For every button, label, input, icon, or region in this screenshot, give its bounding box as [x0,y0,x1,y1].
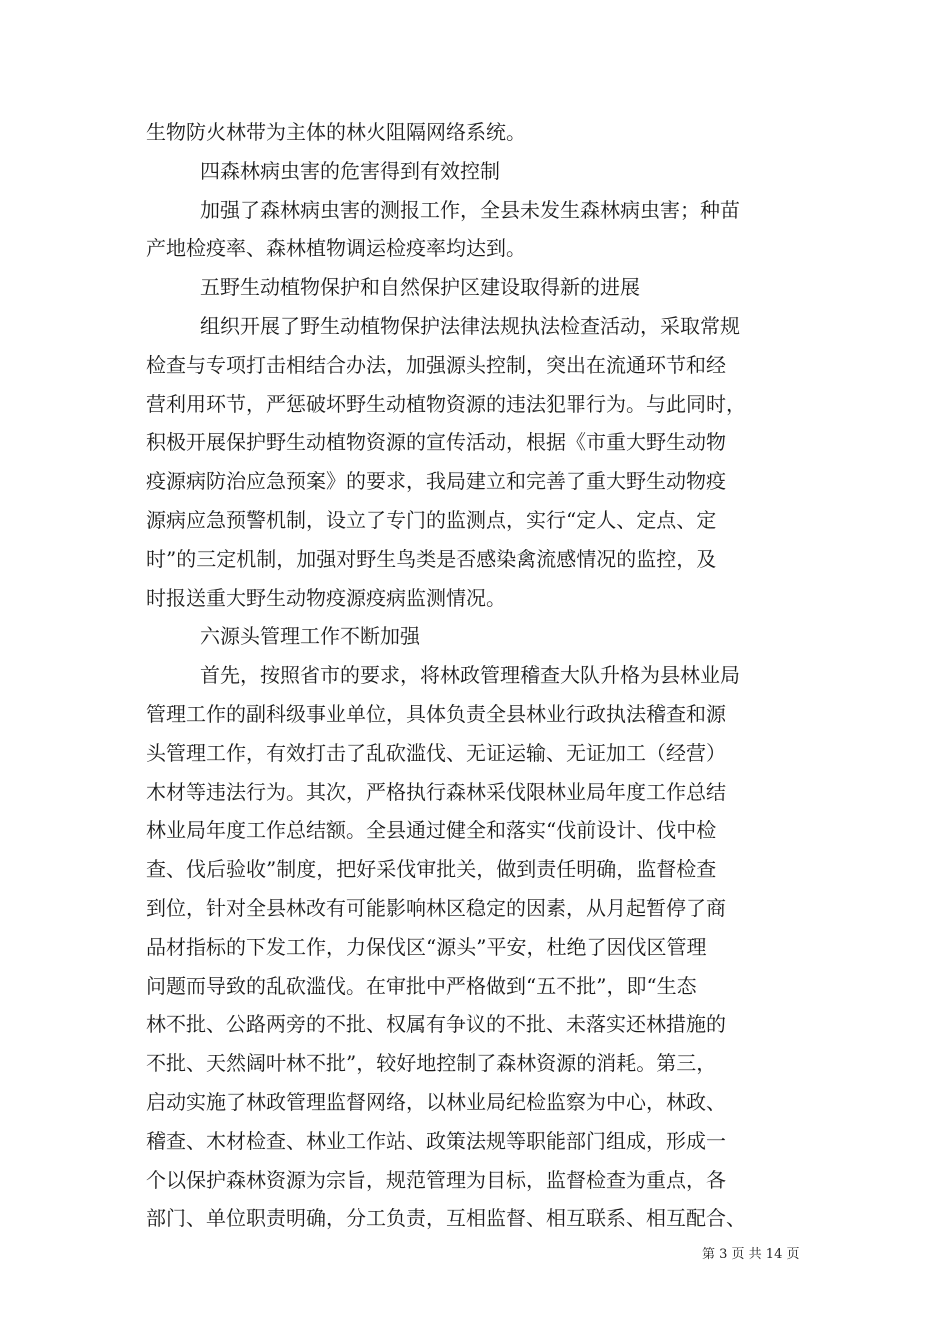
text-line: 营利用环节，严惩破坏野生动植物资源的违法犯罪行为。与此同时， [146,391,746,416]
text-line: 五野生动植物保护和自然保护区建设取得新的进展 [200,275,640,300]
text-line: 时报送重大野生动物疫源疫病监测情况。 [146,585,506,610]
text-line: 个以保护森林资源为宗旨，规范管理为目标，监督检查为重点，各 [146,1167,726,1192]
document-body [146,113,816,1238]
text-line: 到位，针对全县林改有可能影响林区稳定的因素，从月起暂停了商 [146,895,726,920]
text-line: 部门、单位职责明确，分工负责，互相监督、相互联系、相互配合、 [146,1206,746,1231]
text-line: 首先，按照省市的要求，将林政管理稽查大队升格为县林业局 [200,663,740,688]
page-number: 第 3 页 共 14 页 [702,1247,800,1262]
text-line: 林不批、公路两旁的不批、权属有争议的不批、未落实还林措施的 [146,1012,726,1037]
text-line: 管理工作的副科级事业单位，具体负责全县林业行政执法稽查和源 [146,701,726,726]
text-line: 不批、天然阔叶林不批”，较好地控制了森林资源的消耗。第三， [146,1051,717,1076]
text-line: 头管理工作，有效打击了乱砍滥伐、无证运输、无证加工（经营） [146,740,726,765]
text-line: 问题而导致的乱砍滥伐。在审批中严格做到“五不批”，即“生态 [146,973,697,998]
text-line: 六源头管理工作不断加强 [200,624,420,649]
text-line: 组织开展了野生动植物保护法律法规执法检查活动，采取常规 [200,313,740,338]
text-line: 生物防火林带为主体的林火阻隔网络系统。 [146,120,526,144]
text-line: 木材等违法行为。其次，严格执行森林采伐限林业局年度工作总结 [146,779,726,804]
text-line: 四森林病虫害的危害得到有效控制 [200,158,500,183]
text-line: 产地检疫率、森林植物调运检疫率均达到。 [146,236,526,261]
text-line: 加强了森林病虫害的测报工作，全县未发生森林病虫害；种苗 [200,197,740,222]
text-line: 源病应急预警机制，设立了专门的监测点，实行“定人、定点、定 [146,507,717,532]
text-line: 品材指标的下发工作，力保伐区“源头”平安，杜绝了因伐区管理 [146,934,707,959]
text-line: 稽查、木材检查、林业工作站、政策法规等职能部门组成，形成一 [146,1128,726,1153]
text-line: 查、伐后验收”制度，把好采伐审批关，做到责任明确，监督检查 [146,857,717,882]
text-line: 积极开展保护野生动植物资源的宣传活动，根据《市重大野生动物 [146,430,726,455]
text-line: 疫源病防治应急预案》的要求，我局建立和完善了重大野生动物疫 [146,469,726,494]
text-line: 林业局年度工作总结额。全县通过健全和落实“伐前设计、伐中检 [146,818,717,843]
text-line: 时”的三定机制，加强对野生鸟类是否感染禽流感情况的监控，及 [146,546,717,571]
text-line: 检查与专项打击相结合办法，加强源头控制，突出在流通环节和经 [146,352,726,377]
text-line: 启动实施了林政管理监督网络，以林业局纪检监察为中心，林政、 [146,1089,726,1114]
